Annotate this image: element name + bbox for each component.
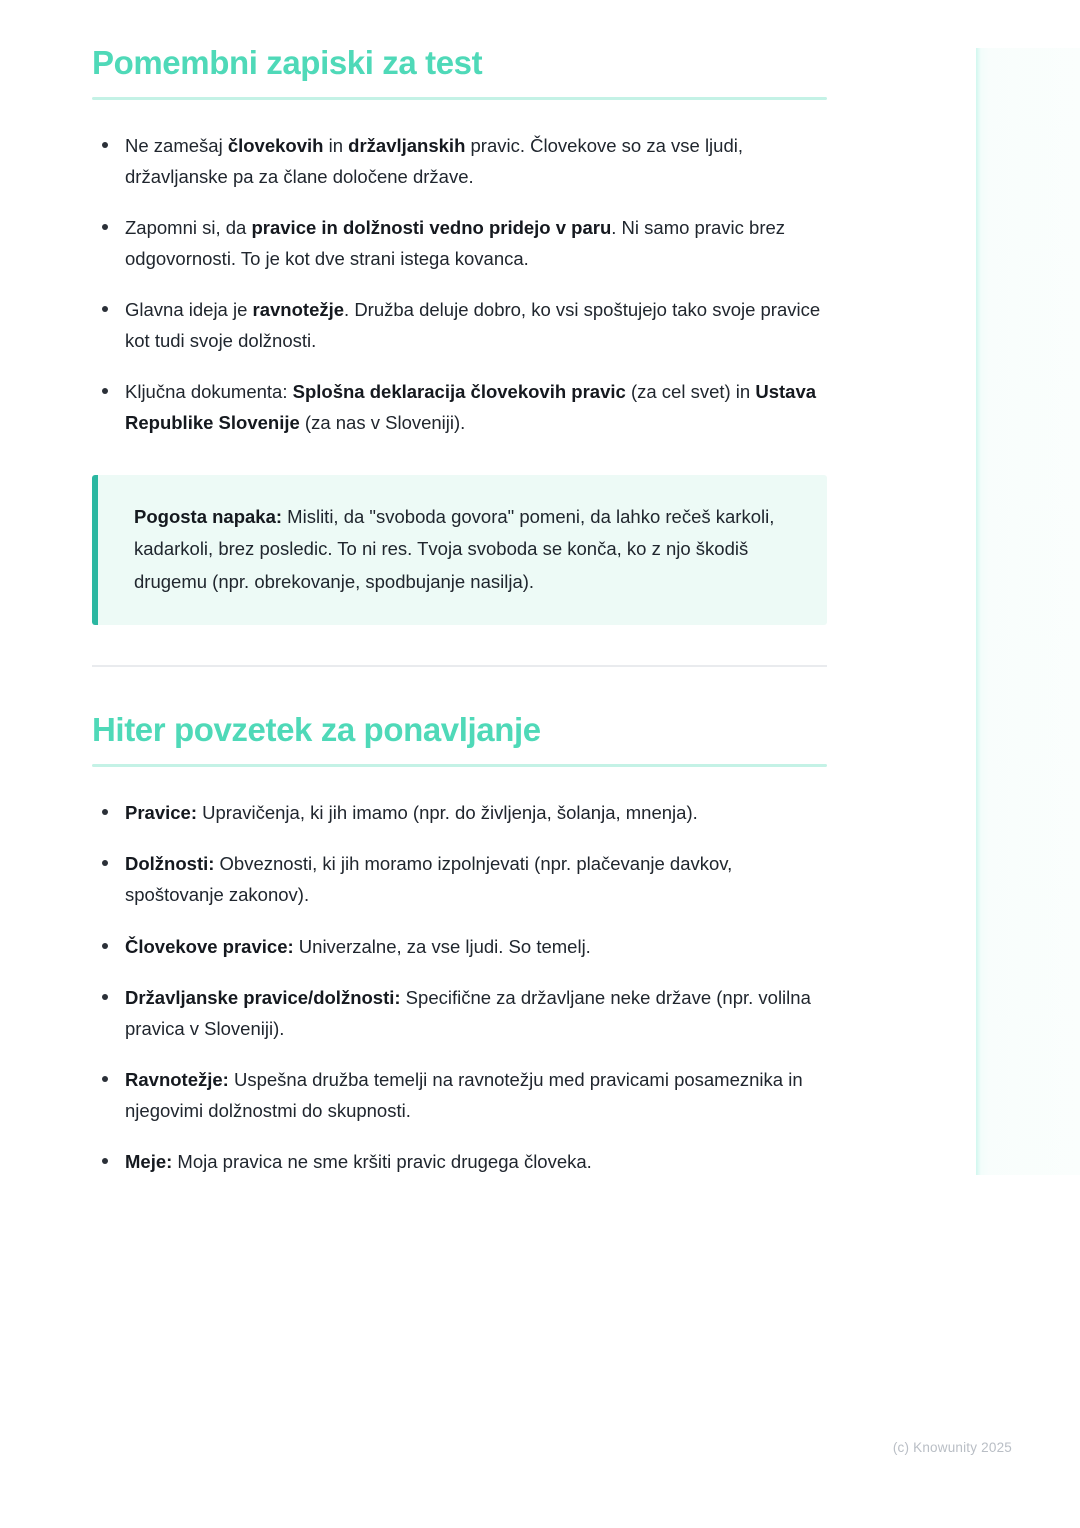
list-item: Pravice: Upravičenja, ki jih imamo (npr. do življenja, šolanja, mnenja). (92, 797, 827, 828)
summary-title: Hiter povzetek za ponavljanje (92, 711, 541, 749)
list-item: Državljanske pravice/dolžnosti: Specifične za državljane neke države (npr. volilna pravica v Sloveniji). (92, 982, 827, 1044)
callout-text: Pogosta napaka: Misliti, da "svoboda govora" pomeni, da lahko rečeš karkoli, kadarkoli, brez posledic. To ni res. Tvoja svoboda se konča, ko z njo škodiš drugemu (npr. obrekovanje, spodbujanje nasilja). (134, 505, 775, 593)
list-item: Ne zamešaj človekovih in državljanskih pravic. Človekove so za vse ljudi, državljanske pa za člane določene države. (92, 130, 827, 192)
important-notes-list (92, 130, 988, 439)
footer-copyright: (c) Knowunity 2025 (892, 1440, 1012, 1455)
list-item: Glavna ideja je ravnotežje. Družba deluje dobro, ko vsi spoštujejo tako svoje pravice kot tudi svoje dolžnosti. (92, 294, 827, 356)
common-mistake-callout (92, 475, 827, 626)
summary-list (92, 797, 988, 1177)
list-item: Dolžnosti: Obveznosti, ki jih moramo izpolnjevati (npr. plačevanje davkov, spoštovanje zakonov). (92, 848, 827, 910)
heading-underline (92, 97, 827, 100)
page-title: Pomembni zapiski za test (92, 44, 483, 81)
section-quick-summary (92, 711, 988, 1177)
list-item: Zapomni si, da pravice in dolžnosti vedno pridejo v paru. Ni samo pravic brez odgovornosti. To je kot dve strani istega kovanca. (92, 212, 827, 274)
section-important-notes (92, 44, 988, 625)
section-divider (92, 665, 827, 667)
list-item: Ključna dokumenta: Splošna deklaracija človekovih pravic (za cel svet) in Ustava Republike Slovenije (za nas v Sloveniji). (92, 376, 827, 438)
list-item: Ravnotežje: Uspešna družba temelji na ravnotežju med pravicami posameznika in njegovimi dolžnostmi do skupnosti. (92, 1064, 827, 1126)
list-item: Človekove pravice: Univerzalne, za vse ljudi. So temelj. (92, 931, 827, 962)
list-item: Meje: Moja pravica ne sme kršiti pravic drugega človeka. (92, 1146, 827, 1177)
heading-underline (92, 764, 827, 767)
